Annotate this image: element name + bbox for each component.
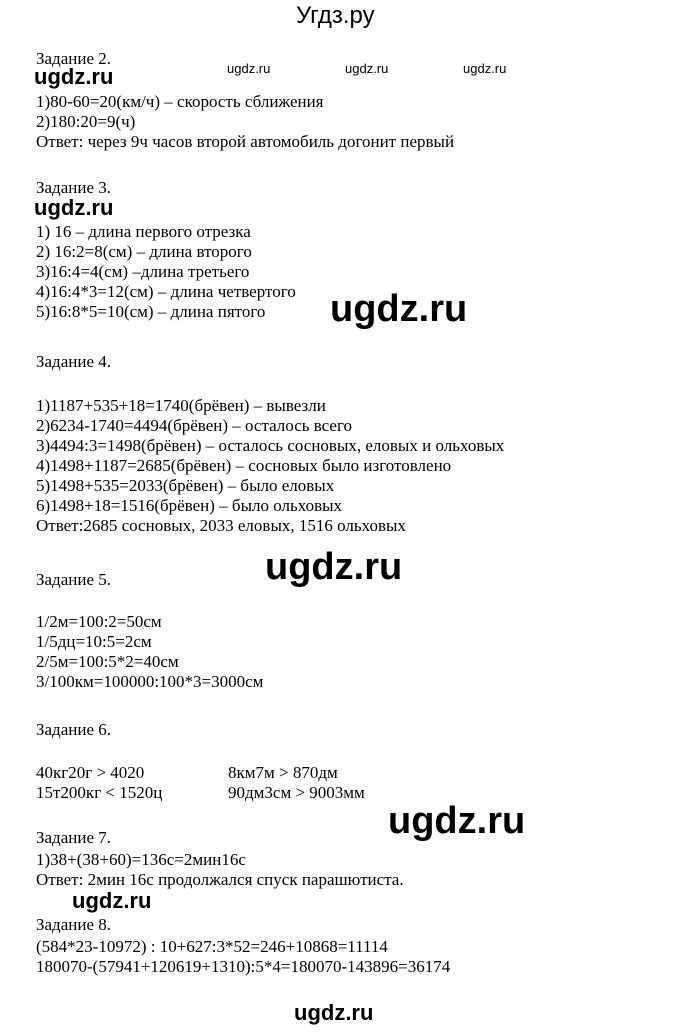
solution-line: 2)180:20=9(ч) bbox=[36, 112, 136, 131]
solution-line: 3/100км=100000:100*3=3000см bbox=[36, 672, 264, 691]
comparison-line: 15т200кг < 1520ц bbox=[36, 783, 163, 802]
task-7-title: Задание 7. bbox=[36, 828, 111, 847]
task-6-right-column bbox=[228, 763, 365, 803]
watermark-small: ugdz.ru bbox=[34, 64, 114, 89]
solution-line: 3)4494:3=1498(брёвен) – осталось сосновых, еловых и ольховых bbox=[36, 436, 505, 455]
solution-line: 1)38+(38+60)=136с=2мин16с bbox=[36, 850, 246, 869]
watermark-large: ugdz.ru bbox=[265, 546, 403, 588]
solution-line: 180070-(57941+120619+1310):5*4=180070-143896=36174 bbox=[36, 957, 451, 976]
task-3-title: Задание 3. bbox=[36, 178, 111, 197]
solution-line: 2)6234-1740=4494(брёвен) – осталось всего bbox=[36, 416, 353, 435]
task-8-title: Задание 8. bbox=[36, 915, 111, 934]
watermark-small: ugdz.ru bbox=[72, 888, 152, 913]
watermark-large: ugdz.ru bbox=[330, 288, 468, 330]
comparison-line: 40кг20г > 4020 bbox=[36, 763, 145, 782]
solution-line: 1) 16 – длина первого отрезка bbox=[36, 222, 251, 241]
solution-line: 6)1498+18=1516(брёвен) – было ольховых bbox=[36, 496, 343, 515]
task-4-body bbox=[36, 396, 504, 536]
watermark-small: ugdz.ru bbox=[34, 195, 114, 220]
task-8-body bbox=[36, 937, 450, 977]
solution-line: 5)1498+535=2033(брёвен) – было еловых bbox=[36, 476, 335, 495]
solution-line: 2) 16:2=8(см) – длина второго bbox=[36, 242, 252, 261]
watermark-tiny: ugdz.ru bbox=[227, 61, 271, 76]
solution-line: (584*23-10972) : 10+627:3*52=246+10868=11114 bbox=[36, 937, 388, 956]
task-7-body bbox=[36, 850, 404, 890]
site-title[interactable]: Угдз.ру bbox=[296, 2, 375, 29]
solution-line: 4)16:4*3=12(см) – длина четвертого bbox=[36, 282, 296, 301]
answer-line: Ответ: 2мин 16с продолжался спуск парашютиста. bbox=[36, 870, 404, 889]
comparison-line: 90дм3см > 9003мм bbox=[228, 783, 365, 802]
solution-line: 1)1187+535+18=1740(брёвен) – вывезли bbox=[36, 396, 326, 415]
task-6-left-column bbox=[36, 763, 162, 803]
task-5-body bbox=[36, 612, 263, 692]
task-4-title: Задание 4. bbox=[36, 352, 111, 371]
solution-line: 2/5м=100:5*2=40см bbox=[36, 652, 179, 671]
solution-line: 1)80-60=20(км/ч) – скорость сближения bbox=[36, 92, 324, 111]
task-6-title: Задание 6. bbox=[36, 720, 111, 739]
solution-line: 1/2м=100:2=50см bbox=[36, 612, 162, 631]
answer-line: Ответ:2685 сосновых, 2033 еловых, 1516 ольховых bbox=[36, 516, 406, 535]
solution-line: 4)1498+1187=2685(брёвен) – сосновых было изготовлено bbox=[36, 456, 452, 475]
watermark-tiny: ugdz.ru bbox=[463, 61, 507, 76]
comparison-line: 8км7м > 870дм bbox=[228, 763, 338, 782]
watermark-tiny: ugdz.ru bbox=[345, 61, 389, 76]
task-3-body bbox=[36, 222, 296, 322]
solution-line: 5)16:8*5=10(см) – длина пятого bbox=[36, 302, 266, 321]
solution-line: 1/5дц=10:5=2см bbox=[36, 632, 152, 651]
solution-line: 3)16:4=4(см) –длина третьего bbox=[36, 262, 250, 281]
task-5-title: Задание 5. bbox=[36, 570, 111, 589]
watermark-large: ugdz.ru bbox=[388, 800, 526, 842]
answer-line: Ответ: через 9ч часов второй автомобиль догонит первый bbox=[36, 132, 455, 151]
watermark-footer: ugdz.ru bbox=[294, 1000, 374, 1025]
task-2-body bbox=[36, 92, 454, 152]
task-2-title: Задание 2. bbox=[36, 49, 111, 68]
